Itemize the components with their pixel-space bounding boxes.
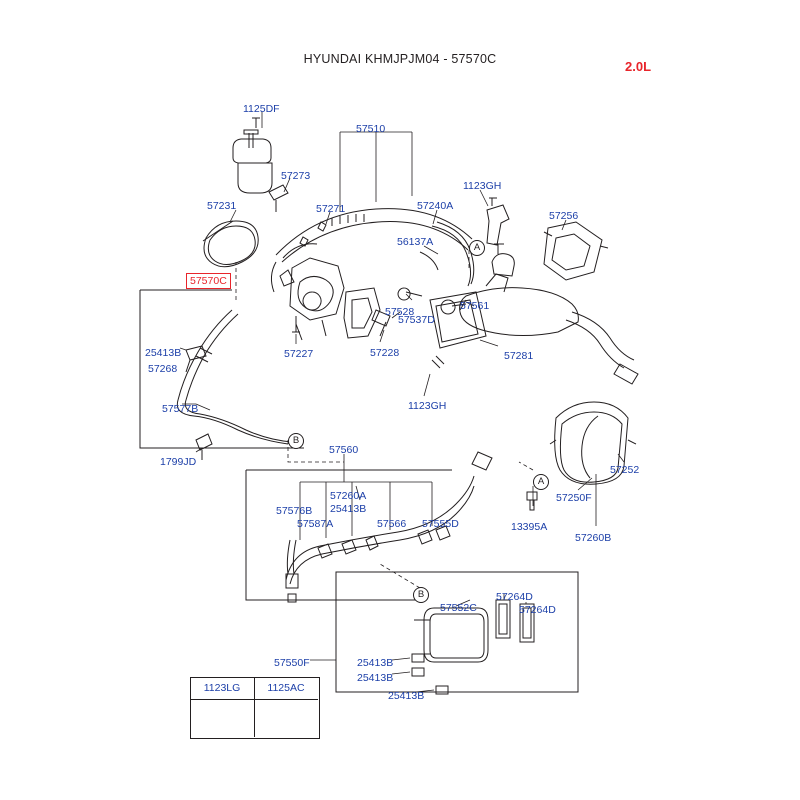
part-callout-56137a[interactable]: 56137A (397, 236, 434, 248)
fastener-table-divider-horizontal (190, 699, 318, 700)
part-callout-57256[interactable]: 57256 (549, 210, 579, 222)
part-callout-57240a[interactable]: 57240A (417, 200, 454, 212)
highlighted-part-label[interactable]: 57570C (186, 273, 231, 289)
part-callout-25413b[interactable]: 25413B (357, 672, 394, 684)
part-callout-1123gh[interactable]: 1123GH (463, 180, 502, 192)
part-callout-57264d[interactable]: 57264D (496, 591, 533, 603)
part-callout-1123gh[interactable]: 1123GH (408, 400, 447, 412)
part-callout-25413b[interactable]: 25413B (388, 690, 425, 702)
part-callout-57227[interactable]: 57227 (284, 348, 314, 360)
part-callout-57264d[interactable]: 57264D (519, 604, 556, 616)
part-callout-25413b[interactable]: 25413B (330, 503, 367, 515)
part-callout-57260a[interactable]: 57260A (330, 490, 367, 502)
section-ref-b: B (413, 587, 429, 603)
part-callout-57271[interactable]: 57271 (316, 203, 346, 215)
fastener-table-col-1125ac: 1125AC (267, 682, 305, 694)
part-callout-25413b[interactable]: 25413B (357, 657, 394, 669)
page-title: HYUNDAI KHMJPJM04 - 57570C (303, 52, 497, 66)
part-callout-57566[interactable]: 57566 (377, 518, 407, 530)
part-callout-57252[interactable]: 57252 (610, 464, 640, 476)
part-callout-57231[interactable]: 57231 (207, 200, 237, 212)
part-callout-57510[interactable]: 57510 (356, 123, 386, 135)
part-callout-1799jd[interactable]: 1799JD (160, 456, 197, 468)
part-callout-57577b[interactable]: 57577B (162, 403, 199, 415)
section-ref-a: A (533, 474, 549, 490)
part-callout-57228[interactable]: 57228 (370, 347, 400, 359)
part-callout-57587a[interactable]: 57587A (297, 518, 334, 530)
fastener-table-col-1123lg: 1123LG (203, 682, 241, 694)
section-ref-b: B (288, 433, 304, 449)
part-callout-57552c[interactable]: 57552C (440, 602, 477, 614)
section-ref-a: A (469, 240, 485, 256)
part-callout-57560[interactable]: 57560 (329, 444, 359, 456)
part-callout-57555d[interactable]: 57555D (422, 518, 459, 530)
part-callout-57550f[interactable]: 57550F (274, 657, 310, 669)
engine-badge: 2.0L (625, 59, 652, 74)
part-callout-57268[interactable]: 57268 (148, 363, 178, 375)
part-callout-57561[interactable]: 57561 (460, 300, 490, 312)
part-callout-57281[interactable]: 57281 (504, 350, 534, 362)
part-callout-1125df[interactable]: 1125DF (243, 103, 280, 115)
part-callout-57576b[interactable]: 57576B (276, 505, 313, 517)
part-callout-57273[interactable]: 57273 (281, 170, 311, 182)
part-callout-57528[interactable]: 57528 (385, 306, 415, 318)
part-callout-57260b[interactable]: 57260B (575, 532, 612, 544)
part-callout-13395a[interactable]: 13395A (511, 521, 548, 533)
part-callout-57537d[interactable]: 57537D (398, 314, 435, 326)
part-callout-57250f[interactable]: 57250F (556, 492, 592, 504)
part-callout-25413b[interactable]: 25413B (145, 347, 182, 359)
